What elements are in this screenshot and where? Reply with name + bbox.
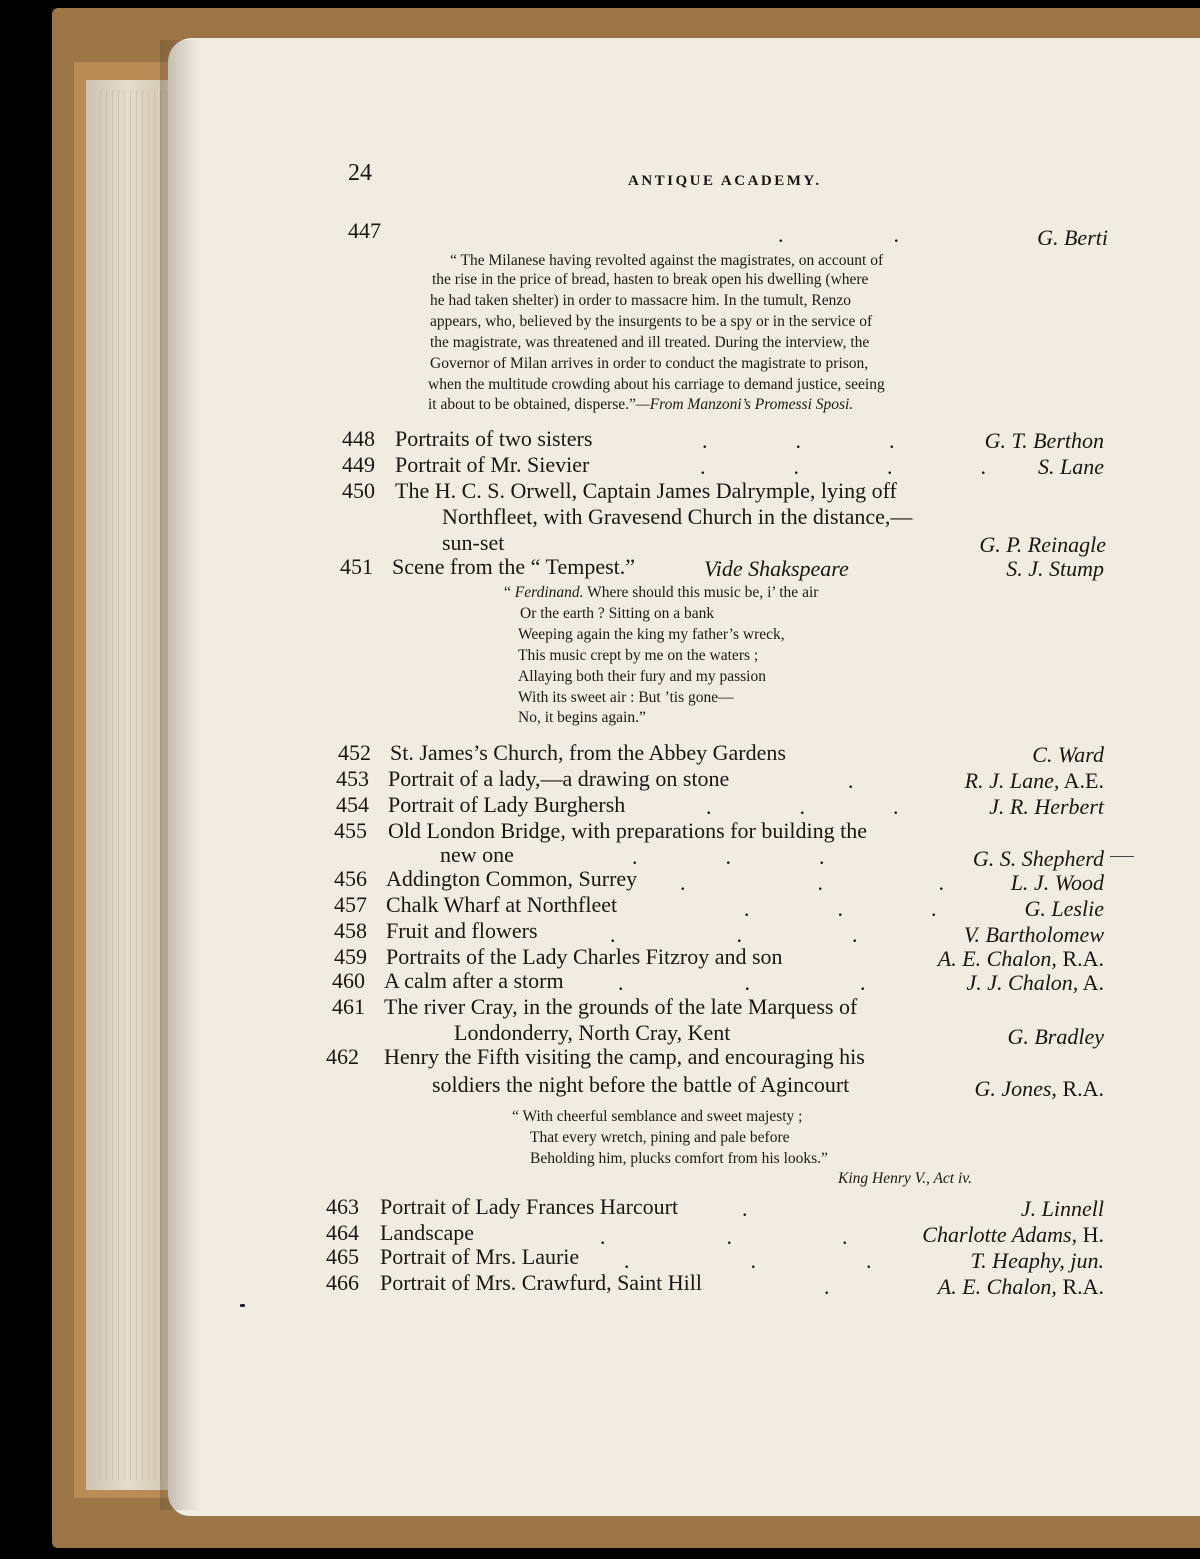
entry-artist-suffix: R.A.: [1062, 1076, 1104, 1101]
entry-number: 466: [326, 1270, 359, 1295]
quote-text: Where should this music be, i’ the air: [587, 584, 819, 601]
entry-artist: G. Leslie: [1024, 896, 1104, 921]
entry-number: 460: [332, 968, 365, 993]
entry-title: The H. C. S. Orwell, Captain James Dalrymple, lying off: [395, 478, 897, 503]
entry-number: 459: [334, 944, 367, 969]
leader-dots: . . .: [706, 794, 899, 819]
entry-number: 450: [342, 478, 375, 503]
entry-artist-line: [938, 946, 1104, 972]
quote-line: the rise in the price of bread, hasten to break open his dwelling (where: [432, 271, 869, 288]
entry-number: 456: [334, 866, 367, 891]
quote-line: Allaying both their fury and my passion: [518, 668, 766, 685]
quote-line: With its sweet air : But ’tis gone—: [518, 689, 734, 706]
leader-dots: . .: [778, 222, 899, 247]
entry-title: Portrait of a lady,—a drawing on stone: [388, 766, 730, 791]
entry-artist: G. Bradley: [1007, 1024, 1104, 1049]
entry-artist-suffix: H.: [1082, 1222, 1104, 1247]
entry-artist: G. S. Shepherd: [972, 846, 1104, 871]
entry-artist-suffix: A.E.: [1063, 768, 1104, 793]
entry-number: 462: [326, 1044, 359, 1069]
entry-artist: G. Jones,: [974, 1076, 1057, 1101]
leader-dots: . . .: [744, 896, 937, 921]
entry-artist: G. T. Berthon: [984, 428, 1104, 453]
entry-artist: V. Bartholomew: [963, 922, 1104, 947]
entry-title: Portrait of Mrs. Crawfurd, Saint Hill: [380, 1270, 703, 1295]
running-head: ANTIQUE ACADEMY.: [628, 173, 822, 189]
entry-artist: L. J. Wood: [1010, 870, 1104, 895]
quote-line: Or the earth ? Sitting on a bank: [520, 605, 715, 622]
quote-line: Beholding him, plucks comfort from his looks.”: [530, 1150, 828, 1167]
entry-title-cont: new one: [440, 842, 514, 867]
entry-artist: S. Lane: [1038, 454, 1104, 479]
entry-number: 448: [342, 426, 375, 451]
entry-number: 451: [340, 554, 373, 579]
quote-source: King Henry V., Act iv.: [838, 1170, 972, 1187]
entry-title: Portraits of the Lady Charles Fitzroy and son: [386, 944, 783, 969]
quote-speaker: Ferdinand.: [514, 584, 584, 601]
entry-artist: A. E. Chalon,: [937, 946, 1057, 971]
leader-dots: . . .: [610, 922, 858, 947]
entry-title: Landscape: [380, 1220, 475, 1245]
entry-artist: C. Ward: [1032, 742, 1104, 767]
entry-number: 449: [342, 452, 375, 477]
entry-number: 461: [332, 994, 365, 1019]
leader-dots: .: [742, 1196, 748, 1221]
quote-line: This music crept by me on the waters ;: [518, 647, 759, 664]
entry-title: Addington Common, Surrey: [386, 866, 638, 891]
entry-number: 452: [338, 740, 371, 765]
entry-title: The river Cray, in the grounds of the late Marquess of: [384, 994, 858, 1019]
quote-line: appears, who, believed by the insurgents to be a spy or in the service of: [430, 313, 873, 330]
entry-title: Scene from the “ Tempest.”: [392, 554, 636, 579]
quote-line: he had taken shelter) in order to massacre him. In the tumult, Renzo: [430, 292, 851, 309]
entry-artist-line: [966, 970, 1104, 996]
entry-number: 454: [336, 792, 369, 817]
leader-dots: . . .: [702, 428, 895, 453]
entry-artist-line: [922, 1222, 1104, 1248]
quote-line: Governor of Milan arrives in order to conduct the magistrate to prison,: [430, 355, 869, 372]
quote-text: it about to be obtained, disperse.”: [428, 396, 636, 413]
entry-number: 464: [326, 1220, 359, 1245]
entry-title: Fruit and flowers: [386, 918, 538, 943]
entry-artist-suffix: R.A.: [1062, 1274, 1104, 1299]
leader-dots: . . .: [600, 1224, 848, 1249]
entry-number: 458: [334, 918, 367, 943]
entry-artist: A. E. Chalon,: [937, 1274, 1057, 1299]
leader-dots: . . .: [618, 970, 866, 995]
entry-title: Portrait of Lady Burghersh: [388, 792, 626, 817]
leader-dots: . . .: [624, 1248, 872, 1273]
entry-artist: J. R. Herbert: [989, 794, 1104, 819]
entry-title: Chalk Wharf at Northfleet: [386, 892, 618, 917]
quote-line: the magistrate, was threatened and ill treated. During the interview, the: [430, 334, 870, 351]
entry-artist-suffix: A.: [1082, 970, 1104, 995]
entry-title: Portrait of Mr. Sievier: [395, 452, 590, 477]
quote-line: when the multitude crowding about his carriage to demand justice, seeing: [428, 376, 885, 393]
entry-title: St. James’s Church, from the Abbey Gardens: [390, 740, 786, 765]
entry-artist: G. P. Reinagle: [979, 532, 1106, 557]
leader-dots: .: [848, 768, 854, 793]
page-number: 24: [348, 160, 372, 186]
leader-dots: . . . .: [700, 454, 986, 479]
entry-artist: G. Berti: [1037, 225, 1108, 250]
entry-title: A calm after a storm: [384, 968, 564, 993]
quote-source: —From Manzoni’s Promessi Sposi.: [635, 396, 854, 413]
margin-mark: [1110, 856, 1134, 857]
quote-line: Weeping again the king my father’s wreck,: [518, 626, 785, 643]
entry-title-cont: soldiers the night before the battle of Agincourt: [432, 1072, 850, 1097]
entry-title: Portrait of Mrs. Laurie: [380, 1244, 580, 1269]
entry-title: Portraits of two sisters: [395, 426, 593, 451]
entry-title-cont: Northfleet, with Gravesend Church in the distance,—: [442, 504, 913, 529]
quote-line: “ Ferdinand. Where should this music be, i’ the air: [504, 584, 819, 601]
entry-artist: Charlotte Adams,: [922, 1222, 1078, 1247]
quote-line: [428, 396, 853, 414]
entry-number: 463: [326, 1194, 359, 1219]
quote-line: “ The Milanese having revolted against the magistrates, on account of: [450, 252, 884, 269]
entry-artist-line: [965, 768, 1104, 794]
entry-title: Portrait of Lady Frances Harcourt: [380, 1194, 679, 1219]
gutter-shadow: [160, 40, 200, 1510]
entry-title: Old London Bridge, with preparations for building the: [388, 818, 868, 843]
entry-artist: J. Linnell: [1020, 1196, 1104, 1221]
entry-artist-suffix: R.A.: [1062, 946, 1104, 971]
entry-artist: R. J. Lane,: [964, 768, 1060, 793]
leader-dots: . . .: [680, 870, 944, 895]
entry-title-cont: sun-set: [442, 530, 505, 555]
ink-speck: [240, 1304, 245, 1307]
quote-line: “ With cheerful semblance and sweet majesty ;: [512, 1108, 803, 1125]
quote-line: That every wretch, pining and pale before: [530, 1129, 790, 1146]
entry-artist: J. J. Chalon,: [966, 970, 1079, 995]
entry-vide: Vide Shakspeare: [704, 556, 849, 581]
quote-line: No, it begins again.”: [518, 709, 646, 726]
entry-number: 447: [348, 218, 381, 243]
entry-artist: S. J. Stump: [1006, 556, 1104, 581]
entry-title: Henry the Fifth visiting the camp, and encouraging his: [384, 1044, 865, 1069]
leader-dots: .: [824, 1274, 830, 1299]
entry-number: 453: [336, 766, 369, 791]
entry-number: 455: [334, 818, 367, 843]
entry-number: 457: [334, 892, 367, 917]
entry-artist-line: [938, 1274, 1104, 1300]
entry-number: 465: [326, 1244, 359, 1269]
leader-dots: . . .: [632, 844, 825, 869]
entry-artist: T. Heaphy, jun.: [970, 1248, 1104, 1273]
entry-artist-line: [974, 1076, 1104, 1102]
entry-title-cont: Londonderry, North Cray, Kent: [454, 1020, 731, 1045]
